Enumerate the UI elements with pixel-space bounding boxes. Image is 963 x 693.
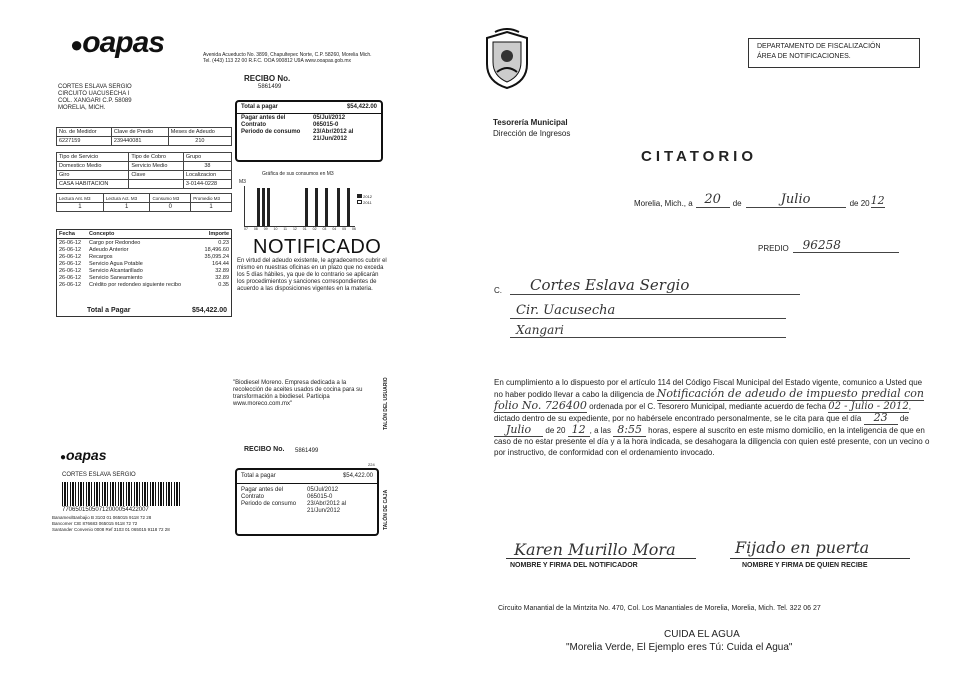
c-label: C. [494, 286, 502, 295]
concept-date: 26-06-12 [59, 247, 82, 253]
table-header: Concepto [89, 231, 115, 237]
department-line: DEPARTAMENTO DE FISCALIZACIÓN [757, 43, 881, 50]
recibo-number: 5861499 [258, 84, 282, 90]
organization [493, 117, 570, 139]
concept-date: 26-06-12 [59, 240, 82, 246]
ad-text: "Biodiesel Moreno. Empresa dedicada a la recolección de aceites usados de cocina para su transformación a biodiesel. Participa www.moreco.com.mx" [233, 380, 363, 407]
recipient-name: Cortes Eslava Sergio [510, 276, 800, 295]
document-title: CITATORIO [641, 148, 757, 165]
table-cell: 0 [150, 203, 191, 212]
bank-line: Santander Convenio 0008 Ref 3103 01 065015 9118 72 28 [52, 527, 170, 532]
table-header: Tipo de Servicio [57, 153, 129, 162]
period-label: Periodo de consumo [241, 129, 301, 135]
recibo-label: RECIBO No. [244, 74, 291, 83]
side-label-user: TALÓN DEL USUARIO [383, 377, 389, 430]
barcode-number: 77065015050712000054422007 [62, 507, 149, 513]
total-label: Total a pagar [241, 473, 276, 479]
concept-amount: 32.89 [215, 275, 229, 281]
customer-line: COL. XANGARI C.P. 58089 [58, 98, 132, 104]
graph-month: 03 [322, 227, 327, 231]
notificador-label: NOMBRE Y FIRMA DEL NOTIFICADOR [510, 562, 638, 569]
table-header: Clave de Predio [111, 128, 168, 137]
table-header: Lectura Act. M3 [103, 194, 150, 203]
graph-bar [325, 188, 328, 226]
date-year: 12 [870, 194, 885, 207]
graph-month: 12 [292, 227, 297, 231]
table-header: Meses de Adeudo [168, 128, 231, 137]
notificado-stamp: NOTIFICADO [253, 236, 382, 258]
bill-header [203, 52, 383, 64]
due-value: 05/Jul/2012 [307, 487, 339, 493]
concept-date: 26-06-12 [59, 268, 82, 274]
graph-bar [347, 188, 350, 226]
notificador-signature: Karen Murillo Mora [514, 540, 676, 559]
concept-amount: 0.23 [218, 240, 229, 246]
graph-bar [305, 188, 308, 226]
concept-amount: 35,095.24 [204, 254, 229, 260]
concept-date: 26-06-12 [59, 254, 82, 260]
concept-name: Crédito por redondeo siguiente recibo [89, 282, 182, 288]
grand-total-value: $54,422.00 [191, 307, 227, 314]
customer-line: MORELIA, MICH. [58, 105, 106, 111]
table-cell: 239440081 [111, 137, 168, 146]
table-header: Fecha [59, 231, 75, 237]
stub-recibo-number: 5861499 [295, 448, 319, 454]
table-cell: 3-0144-0228 [183, 180, 231, 189]
handwritten-dia: 23 [864, 411, 898, 425]
customer-line: CIRCUITO UACUSECHA I [58, 91, 130, 97]
body-text: En cumplimiento a lo dispuesto por el artículo 114 del Código Fiscal Municipal del Estado vigente, comunico a Usted que no haber podido llevar a cabo la diligencia de [494, 378, 923, 399]
footer-slogan: CUIDA EL AGUA [664, 629, 740, 640]
concept-date: 26-06-12 [59, 261, 82, 267]
stub-code: 224 [368, 462, 375, 467]
info-table [56, 127, 232, 212]
concept-name: Cargo por Redondeo [89, 240, 141, 246]
table-header: Promedio M3 [191, 194, 232, 203]
graph-bar [262, 188, 265, 226]
legend-item: 2011 [363, 200, 372, 205]
table-cell: 1 [103, 203, 150, 212]
table-header: Importe [208, 231, 229, 237]
due-value: 05/Jul/2012 [313, 115, 346, 121]
stub-customer: CORTES ESLAVA SERGIO [62, 472, 136, 478]
period-value: 23/Abr/2012 al 21/Jun/2012 [313, 129, 354, 142]
graph-month: 07 [244, 227, 248, 231]
signature-line [730, 558, 910, 559]
receiver-signature: Fijado en puerta [735, 538, 870, 557]
date-line [634, 192, 885, 208]
side-label-caja: TALÓN DE CAJA [383, 489, 389, 530]
concept-row [59, 247, 229, 254]
body-text: ordenada por el C. Tesorero Municipal, mediante acuerdo de fecha [589, 402, 827, 411]
handwritten-fecha: 02 - Julio - 2012 [828, 401, 909, 412]
concept-row [59, 254, 229, 261]
body-text: , a las [589, 426, 611, 435]
handwritten-hora: 8:55 [613, 423, 646, 437]
grand-total [87, 307, 227, 314]
graph-bar [257, 188, 260, 226]
ooapas-logo: ●oapas [70, 26, 165, 59]
concept-date: 26-06-12 [59, 275, 82, 281]
table-cell: 210 [168, 137, 231, 146]
table-header: No. de Medidor [57, 128, 112, 137]
body-text: de 20 [545, 426, 566, 435]
stub-summary-box [235, 468, 379, 536]
graph-bar [315, 188, 318, 226]
contract-value: 065015-0 [307, 494, 333, 500]
concept-amount: 0.35 [218, 282, 229, 288]
table-header: Tipo de Cobro [129, 153, 184, 162]
predio-value: 96258 [793, 238, 899, 253]
graph-title: Gráfica de sus consumos en M3 [262, 171, 334, 177]
concept-amount: 164.44 [212, 261, 229, 267]
address-footer: Circuito Manantial de la Mintzita No. 470, Col. Los Manantiales de Morelia, Morelia, Mich. Tel. 322 06 27 [498, 605, 821, 612]
due-label: Pagar antes del [241, 487, 284, 493]
concept-amount: 18,496.60 [204, 247, 229, 253]
notice-text: En virtud del adeudo existente, le agradecemos cubrir el mismo en nuestras oficinas en un plazo que no exceda los 5 días hábiles, ya que de lo contrario se aplicarán los procedimientos y sanciones correspondientes de acuerdo a las disposiciones vigentes en la materia. [237, 258, 387, 292]
municipal-seal-icon [483, 28, 531, 90]
signature-line [506, 558, 696, 559]
concept-name: Servicio Alcantarillado [89, 268, 143, 274]
concept-table [56, 229, 232, 317]
date-label: de [732, 199, 742, 208]
concept-name: Servicio Agua Potable [89, 261, 143, 267]
predio-label: PREDIO [758, 244, 789, 253]
concept-name: Adeudo Anterior [89, 247, 129, 253]
legend-item: 2012 [363, 194, 373, 199]
handwritten-diligencia: Notificación de adeudo de impuesto predial con folio No. 726400 [494, 387, 924, 412]
table-cell: Domestico Medio [57, 162, 129, 171]
table-cell: 1 [57, 203, 104, 212]
table-cell: CASA HABITACION [57, 180, 129, 189]
table-header: Giro [57, 171, 129, 180]
receiver-label: NOMBRE Y FIRMA DE QUIEN RECIBE [742, 562, 868, 569]
concept-rows [57, 239, 231, 290]
grand-total-label: Total a Pagar [87, 307, 131, 314]
body-text: horas, espere al suscrito en este mismo domicilio, en la inteligencia de que en caso de no estar presente el día y a la hora indicada, se desahogara la diligencia con quien esté presente, con un vecino o por instructivo, de conformidad con el ordenamiento invocado. [494, 426, 930, 457]
graph-month: 06 [352, 227, 356, 231]
graph-month: 01 [302, 227, 307, 231]
total-label: Total a pagar [241, 104, 278, 110]
summary-box [235, 100, 383, 162]
contract-label: Contrato [241, 122, 266, 128]
org-name: Tesorería Municipal [493, 118, 568, 127]
total-value: $54,422.00 [346, 104, 377, 110]
concept-row [59, 282, 229, 289]
body-text: de [899, 414, 909, 423]
consumption-graph [244, 186, 355, 227]
header-line: Avenida Acueducto No. 3899, Chapultepec Norte, C.P. 58260, Morelia Mich. [203, 52, 372, 58]
table-header: Grupo [183, 153, 231, 162]
table-header: Lectura Ant. M3 [57, 194, 104, 203]
table-header: Localizacion [183, 171, 231, 180]
concept-date: 26-06-12 [59, 282, 82, 288]
graph-month: 10 [273, 227, 278, 231]
bank-line: Bancomer CIE 876683 065015 9118 72 72 [52, 521, 138, 526]
graph-bar [267, 188, 270, 226]
table-cell [129, 180, 184, 189]
date-month: Julio [746, 192, 846, 208]
body-text: , dictado dentro de su expediente, por no habérsele encontrado personalmente, se le cita para que el día [494, 402, 911, 423]
graph-month: 05 [342, 227, 347, 231]
table-cell: 1 [191, 203, 232, 212]
customer-line: CORTES ESLAVA SERGIO [58, 84, 132, 90]
barcode [62, 482, 182, 506]
org-dept: Dirección de Ingresos [493, 129, 571, 138]
graph-month: 02 [312, 227, 317, 231]
graph-legend [357, 194, 372, 206]
department-line: ÁREA DE NOTIFICACIONES. [757, 53, 851, 60]
graph-unit: M3 [239, 179, 246, 185]
due-label: Pagar antes del [241, 115, 286, 121]
period-value: 23/Abr/2012 al 21/Jun/2012 [307, 501, 347, 514]
recipient-colony: Xangari [510, 323, 786, 338]
concept-name: Recargos [89, 254, 113, 260]
concept-row [59, 240, 229, 247]
stub-recibo-label: RECIBO No. [244, 446, 285, 453]
table-header: Consumo M3 [150, 194, 191, 203]
bank-line: Banamex/Banbajio B 3103 01 065015 9118 72 28 [52, 515, 152, 520]
graph-month: 09 [263, 227, 268, 231]
department-box [748, 38, 920, 68]
bank-lines [52, 515, 170, 533]
graph-bar [337, 188, 340, 226]
graph-month: 08 [253, 227, 258, 231]
concept-row [59, 268, 229, 275]
concept-amount: 32.89 [215, 268, 229, 274]
predio-line [758, 238, 899, 253]
graph-month: 04 [332, 227, 337, 231]
date-label: de 20 [849, 199, 870, 208]
handwritten-mes: Julio [494, 423, 543, 437]
ooapas-logo-small: ●oapas [60, 447, 107, 463]
table-cell: 6227159 [57, 137, 112, 146]
table-cell: 38 [183, 162, 231, 171]
concept-name: Servicio Saneamiento [89, 275, 143, 281]
footer-tagline: "Morelia Verde, El Ejemplo eres Tú: Cuida el Agua" [566, 642, 793, 653]
graph-months [244, 227, 356, 231]
contract-label: Contrato [241, 494, 265, 500]
date-day: 20 [696, 192, 730, 208]
concept-row [59, 275, 229, 282]
recipient-address: Cir. Uacusecha [510, 303, 786, 319]
graph-month: 11 [283, 227, 288, 231]
table-cell: Servicio Medio [129, 162, 184, 171]
table-header: Clave [129, 171, 184, 180]
handwritten-anio: 12 [568, 423, 590, 437]
date-prefix: Morelia, Mich., a [634, 199, 693, 208]
concept-row [59, 261, 229, 268]
total-value: $54,422.00 [342, 473, 373, 479]
header-line: Tel. (443) 113 22 00 R.F.C. OOA 900812 U9A www.ooapas.gob.mx [203, 58, 352, 64]
customer-block [58, 84, 132, 112]
period-label: Periodo de consumo [241, 501, 297, 507]
citatorio-body [494, 377, 930, 458]
contract-value: 065015-0 [313, 122, 339, 128]
